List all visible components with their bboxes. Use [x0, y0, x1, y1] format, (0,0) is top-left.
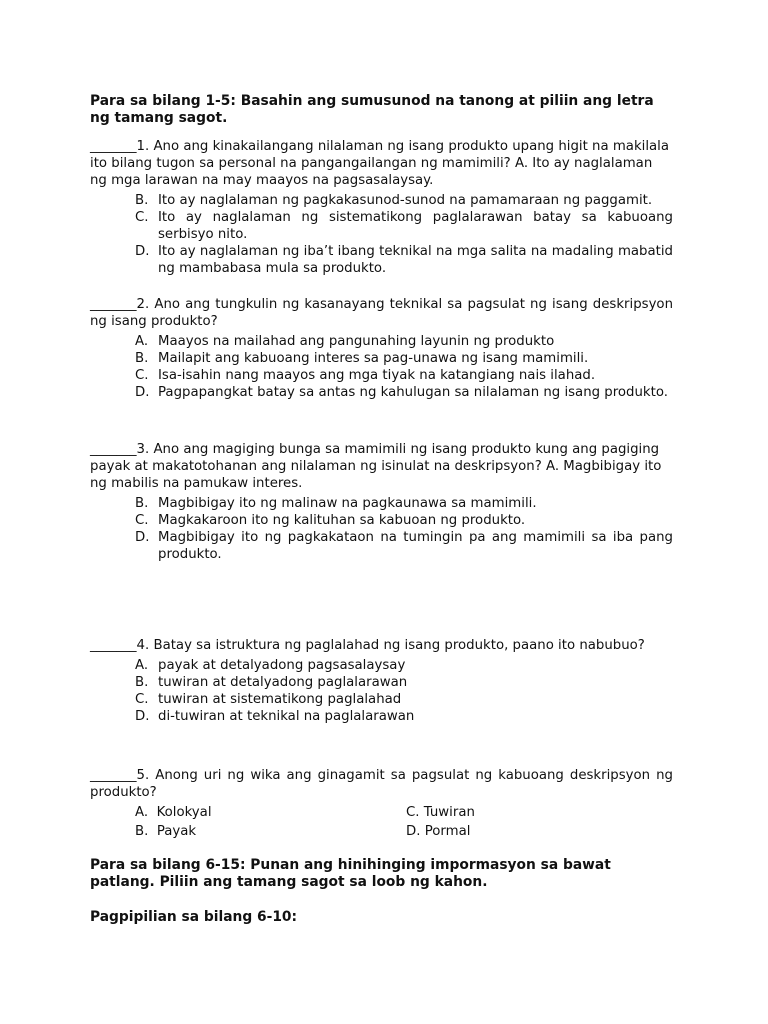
- question-3-text: _______3. Ano ang magiging bunga sa mamimili ng isang produkto kung ang pagiging payak at makatotohanan ang nilalaman ng isinulat na deskripsyon? A. Magbibigay ito ng mabilis na pamukaw interes.: [90, 442, 662, 491]
- question-4-option-b[interactable]: B. tuwiran at detalyadong paglalarawan: [135, 674, 408, 690]
- question-1-option-c[interactable]: C. Ito ay naglalaman ng sistematikong paglalarawan batay sa kabuoang serbisyo nito.: [135, 209, 673, 242]
- instructions-1: Para sa bilang 1-5: Basahin ang sumusunod na tanong at piliin ang letra ng tamang sagot.: [90, 93, 654, 126]
- question-5-options-row-2: [90, 823, 673, 843]
- question-2-option-c[interactable]: C. Isa-isahin nang maayos ang mga tiyak na katangiang nais ilahad.: [135, 367, 596, 383]
- question-4-text: _______4. Batay sa istruktura ng paglalahad ng isang produkto, paano ito nabubuo?: [90, 638, 645, 653]
- question-4: [90, 637, 673, 725]
- choices-heading: Pagpipilian sa bilang 6-10:: [90, 909, 298, 925]
- question-3-option-d[interactable]: D. Magbibigay ito ng pagkakataon na tumingin pa ang mamimili sa iba pang produkto.: [135, 529, 673, 562]
- question-5: [90, 767, 673, 843]
- question-4-option-d[interactable]: D. di-tuwiran at teknikal na paglalarawan: [135, 708, 415, 724]
- question-2-option-b[interactable]: B. Mailapit ang kabuoang interes sa pag-unawa ng isang mamimili.: [135, 350, 589, 366]
- question-5-option-d[interactable]: D. Pormal: [406, 824, 471, 839]
- question-5-option-a[interactable]: A. Kolokyal: [135, 804, 212, 820]
- question-1-option-d[interactable]: D. Ito ay naglalaman ng iba’t ibang teknikal na mga salita na madaling mabatid ng mambabasa mula sa produkto.: [135, 243, 673, 276]
- question-3-option-c[interactable]: C. Magkakaroon ito ng kalituhan sa kabuoan ng produkto.: [135, 512, 526, 528]
- question-2-text: _______2. Ano ang tungkulin ng kasanayang teknikal sa pagsulat ng isang deskripsyon ng isang produkto?: [90, 297, 673, 329]
- question-2-option-a[interactable]: A. Maayos na mailahad ang pangunahing layunin ng produkto: [135, 333, 555, 349]
- question-1: [90, 138, 673, 277]
- question-1-text: _______1. Ano ang kinakailangang nilalaman ng isang produkto upang higit na makilala ito bilang tugon sa personal na pangangailangan ng mamimili? A. Ito ay naglalaman ng mga larawan na may maayos na pagsasalaysay.: [90, 139, 670, 188]
- question-5-text: _______5. Anong uri ng wika ang ginagamit sa pagsulat ng kabuoang deskripsyon ng produkto?: [90, 768, 673, 800]
- question-1-option-b[interactable]: B. Ito ay naglalaman ng pagkakasunod-sunod na pamamaraan ng paggamit.: [135, 192, 653, 208]
- question-5-option-b[interactable]: B. Payak: [135, 824, 197, 839]
- question-5-options-row-1: [90, 804, 673, 824]
- question-3-option-b[interactable]: B. Magbibigay ito ng malinaw na pagkaunawa sa mamimili.: [135, 495, 537, 511]
- question-2-option-d[interactable]: D. Pagpapangkat batay sa antas ng kahulugan sa nilalaman ng isang produkto.: [135, 384, 668, 400]
- question-4-option-a[interactable]: A. payak at detalyadong pagsasalaysay: [135, 657, 406, 673]
- question-2: [90, 296, 673, 401]
- question-4-option-c[interactable]: C. tuwiran at sistematikong paglalahad: [135, 691, 402, 707]
- instructions-2: Para sa bilang 6-15: Punan ang hinihinging impormasyon sa bawat patlang. Piliin ang tamang sagot sa loob ng kahon.: [90, 857, 611, 890]
- question-3: [90, 441, 673, 563]
- question-5-option-c[interactable]: C. Tuwiran: [406, 804, 475, 820]
